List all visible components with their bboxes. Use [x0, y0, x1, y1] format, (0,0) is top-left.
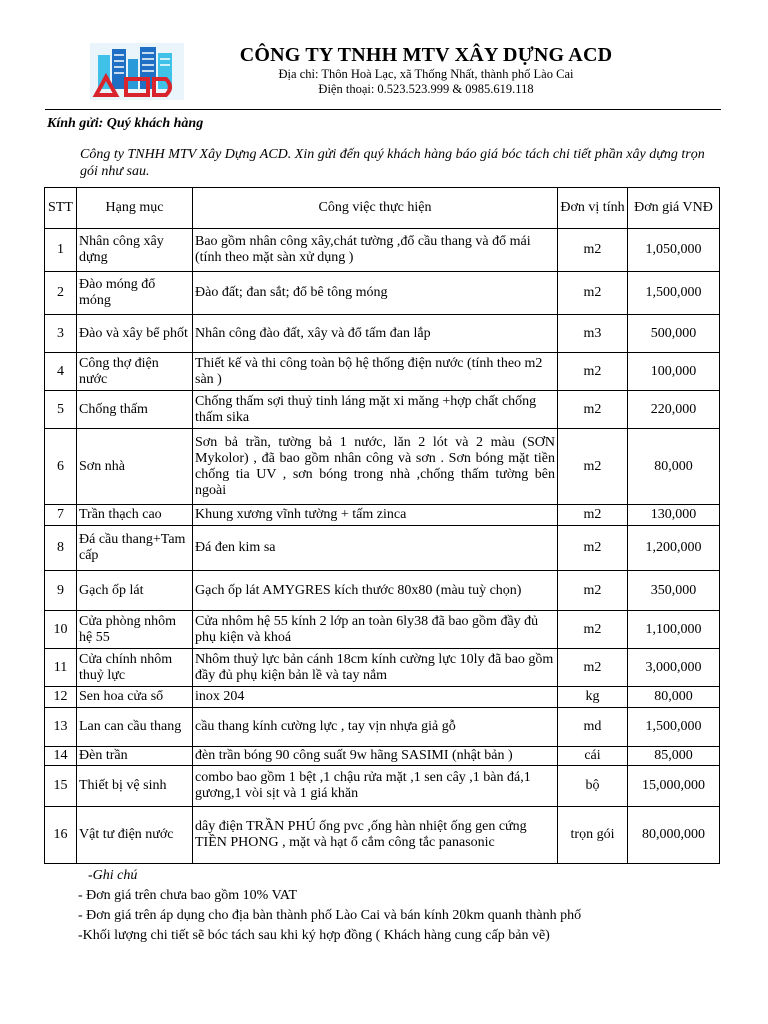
row-stt: 16	[45, 807, 77, 864]
row-price: 100,000	[628, 353, 720, 391]
row-price: 80,000	[628, 429, 720, 505]
row-price: 350,000	[628, 571, 720, 611]
row-unit: m2	[558, 571, 628, 611]
company-name: CÔNG TY TNHH MTV XÂY DỰNG ACD	[239, 44, 613, 66]
row-item: Lan can cầu thang	[77, 708, 193, 747]
row-stt: 10	[45, 611, 77, 649]
row-stt: 9	[45, 571, 77, 611]
row-stt: 1	[45, 229, 77, 272]
row-price: 1,500,000	[628, 708, 720, 747]
row-item: Cửa phòng nhôm hệ 55	[77, 611, 193, 649]
row-unit: m2	[558, 526, 628, 571]
row-work: Thiết kế và thi công toàn bộ hệ thống điện nước (tính theo m2 sàn )	[193, 353, 558, 391]
company-phone: Điện thoại: 0.523.523.999 & 0985.619.118	[318, 82, 534, 96]
table-row	[45, 315, 720, 353]
row-stt: 11	[45, 649, 77, 687]
note-line: - Đơn giá trên chưa bao gồm 10% VAT	[78, 888, 297, 903]
row-unit: m2	[558, 611, 628, 649]
row-price: 1,050,000	[628, 229, 720, 272]
row-unit: cái	[558, 747, 628, 766]
row-item: Nhân công xây dựng	[77, 229, 193, 272]
note-line: - Đơn giá trên áp dụng cho địa bàn thành phố Lào Cai và bán kính 20km quanh thành phố	[78, 908, 582, 923]
row-price: 220,000	[628, 391, 720, 429]
row-work: combo bao gồm 1 bệt ,1 chậu rửa mặt ,1 sen cây ,1 bàn đá,1 gương,1 vòi sịt và 1 giá khăn	[193, 766, 558, 807]
row-work: Cửa nhôm hệ 55 kính 2 lớp an toàn 6ly38 đã bao gồm đầy đủ phụ kiện và khoá	[193, 611, 558, 649]
row-unit: m2	[558, 229, 628, 272]
row-unit: m2	[558, 272, 628, 315]
row-price: 15,000,000	[628, 766, 720, 807]
row-item: Trần thạch cao	[77, 505, 193, 526]
row-stt: 13	[45, 708, 77, 747]
row-work: Chống thấm sợi thuỷ tinh láng mặt xi măng +hợp chất chống thấm sika	[193, 391, 558, 429]
note-line: -Khối lượng chi tiết sẽ bóc tách sau khi ký hợp đồng ( Khách hàng cung cấp bản vẽ)	[78, 928, 550, 943]
header-work: Công việc thực hiện	[193, 188, 558, 229]
row-item: Đá cầu thang+Tam cấp	[77, 526, 193, 571]
row-stt: 15	[45, 766, 77, 807]
row-price: 1,500,000	[628, 272, 720, 315]
row-price: 500,000	[628, 315, 720, 353]
greeting: Kính gửi: Quý khách hàng	[47, 116, 204, 131]
table-row	[45, 708, 720, 747]
company-address: Địa chỉ: Thôn Hoà Lạc, xã Thống Nhất, thành phố Lào Cai	[278, 67, 574, 81]
company-logo	[90, 43, 184, 100]
row-stt: 12	[45, 687, 77, 708]
table-header-row	[45, 188, 720, 229]
row-unit: m2	[558, 505, 628, 526]
row-price: 85,000	[628, 747, 720, 766]
row-item: Sơn nhà	[77, 429, 193, 505]
row-item: Đào móng đổ móng	[77, 272, 193, 315]
row-price: 3,000,000	[628, 649, 720, 687]
row-price: 130,000	[628, 505, 720, 526]
row-unit: m2	[558, 391, 628, 429]
row-unit: m3	[558, 315, 628, 353]
row-work: Sơn bả trần, tường bả 1 nước, lăn 2 lót và 2 màu (SƠN Mykolor) , đã bao gồm nhân công và sơn . Sơn bóng mặt tiền chống tia UV , sơn bóng trong nhà ,chống thấm tường bên ngoài	[193, 429, 558, 505]
row-work: Bao gồm nhân công xây,chát tường ,đổ cầu thang và đổ mái (tính theo mặt sàn xử dụng )	[193, 229, 558, 272]
row-unit: trọn gói	[558, 807, 628, 864]
table-row	[45, 505, 720, 526]
row-item: Vật tư điện nước	[77, 807, 193, 864]
row-item: Cửa chính nhôm thuỷ lực	[77, 649, 193, 687]
row-stt: 2	[45, 272, 77, 315]
row-price: 80,000	[628, 687, 720, 708]
row-stt: 4	[45, 353, 77, 391]
row-item: Công thợ điện nước	[77, 353, 193, 391]
row-stt: 6	[45, 429, 77, 505]
row-unit: bộ	[558, 766, 628, 807]
row-work: đèn trần bóng 90 công suất 9w hãng SASIMI (nhật bản )	[193, 747, 558, 766]
row-unit: m2	[558, 649, 628, 687]
row-item: Thiết bị vệ sinh	[77, 766, 193, 807]
row-work: Nhân công đào đất, xây và đổ tấm đan lắp	[193, 315, 558, 353]
row-work: Đá đen kim sa	[193, 526, 558, 571]
row-item: Sen hoa cửa sổ	[77, 687, 193, 708]
row-unit: m2	[558, 353, 628, 391]
table-row	[45, 687, 720, 708]
table-row	[45, 272, 720, 315]
row-work: Nhôm thuỷ lực bản cánh 18cm kính cường lực 10ly đã bao gồm đầy đủ phụ kiện bản lề và tay nắm	[193, 649, 558, 687]
header-unit: Đơn vị tính	[558, 188, 628, 229]
row-item: Đào và xây bể phốt	[77, 315, 193, 353]
row-price: 80,000,000	[628, 807, 720, 864]
row-unit: m2	[558, 429, 628, 505]
table-row	[45, 807, 720, 864]
table-row	[45, 229, 720, 272]
header-divider	[45, 109, 721, 110]
table-row	[45, 766, 720, 807]
table-row	[45, 391, 720, 429]
row-work: Gạch ốp lát AMYGRES kích thước 80x80 (màu tuỳ chọn)	[193, 571, 558, 611]
header-item: Hạng mục	[77, 188, 193, 229]
header-stt: STT	[45, 188, 77, 229]
table-row	[45, 747, 720, 766]
notes-title: -Ghi chú	[88, 868, 138, 883]
row-item: Gạch ốp lát	[77, 571, 193, 611]
row-work: inox 204	[193, 687, 558, 708]
notes-section	[78, 866, 581, 946]
table-row	[45, 649, 720, 687]
table-row	[45, 429, 720, 505]
row-price: 1,200,000	[628, 526, 720, 571]
row-stt: 7	[45, 505, 77, 526]
table-row	[45, 611, 720, 649]
row-stt: 8	[45, 526, 77, 571]
building-logo-icon	[90, 43, 184, 100]
table-row	[45, 526, 720, 571]
quotation-table	[44, 187, 720, 864]
row-item: Đèn trần	[77, 747, 193, 766]
intro-paragraph: Công ty TNHH MTV Xây Dựng ACD. Xin gửi đến quý khách hàng báo giá bóc tách chi tiết phần xây dựng trọn gói như sau.	[80, 147, 705, 179]
row-stt: 14	[45, 747, 77, 766]
table-row	[45, 353, 720, 391]
row-item: Chống thấm	[77, 391, 193, 429]
row-work: dây điện TRẦN PHÚ ống pvc ,ống hàn nhiệt ống gen cứng TIỀN PHONG , mặt và hạt ổ cắm công tắc panasonic	[193, 807, 558, 864]
row-price: 1,100,000	[628, 611, 720, 649]
row-work: cầu thang kính cường lực , tay vịn nhựa giả gỗ	[193, 708, 558, 747]
row-unit: md	[558, 708, 628, 747]
row-work: Khung xương vĩnh tường + tấm zinca	[193, 505, 558, 526]
row-unit: kg	[558, 687, 628, 708]
row-work: Đào đất; đan sắt; đổ bê tông móng	[193, 272, 558, 315]
header-price: Đơn giá VNĐ	[628, 188, 720, 229]
row-stt: 3	[45, 315, 77, 353]
table-row	[45, 571, 720, 611]
row-stt: 5	[45, 391, 77, 429]
